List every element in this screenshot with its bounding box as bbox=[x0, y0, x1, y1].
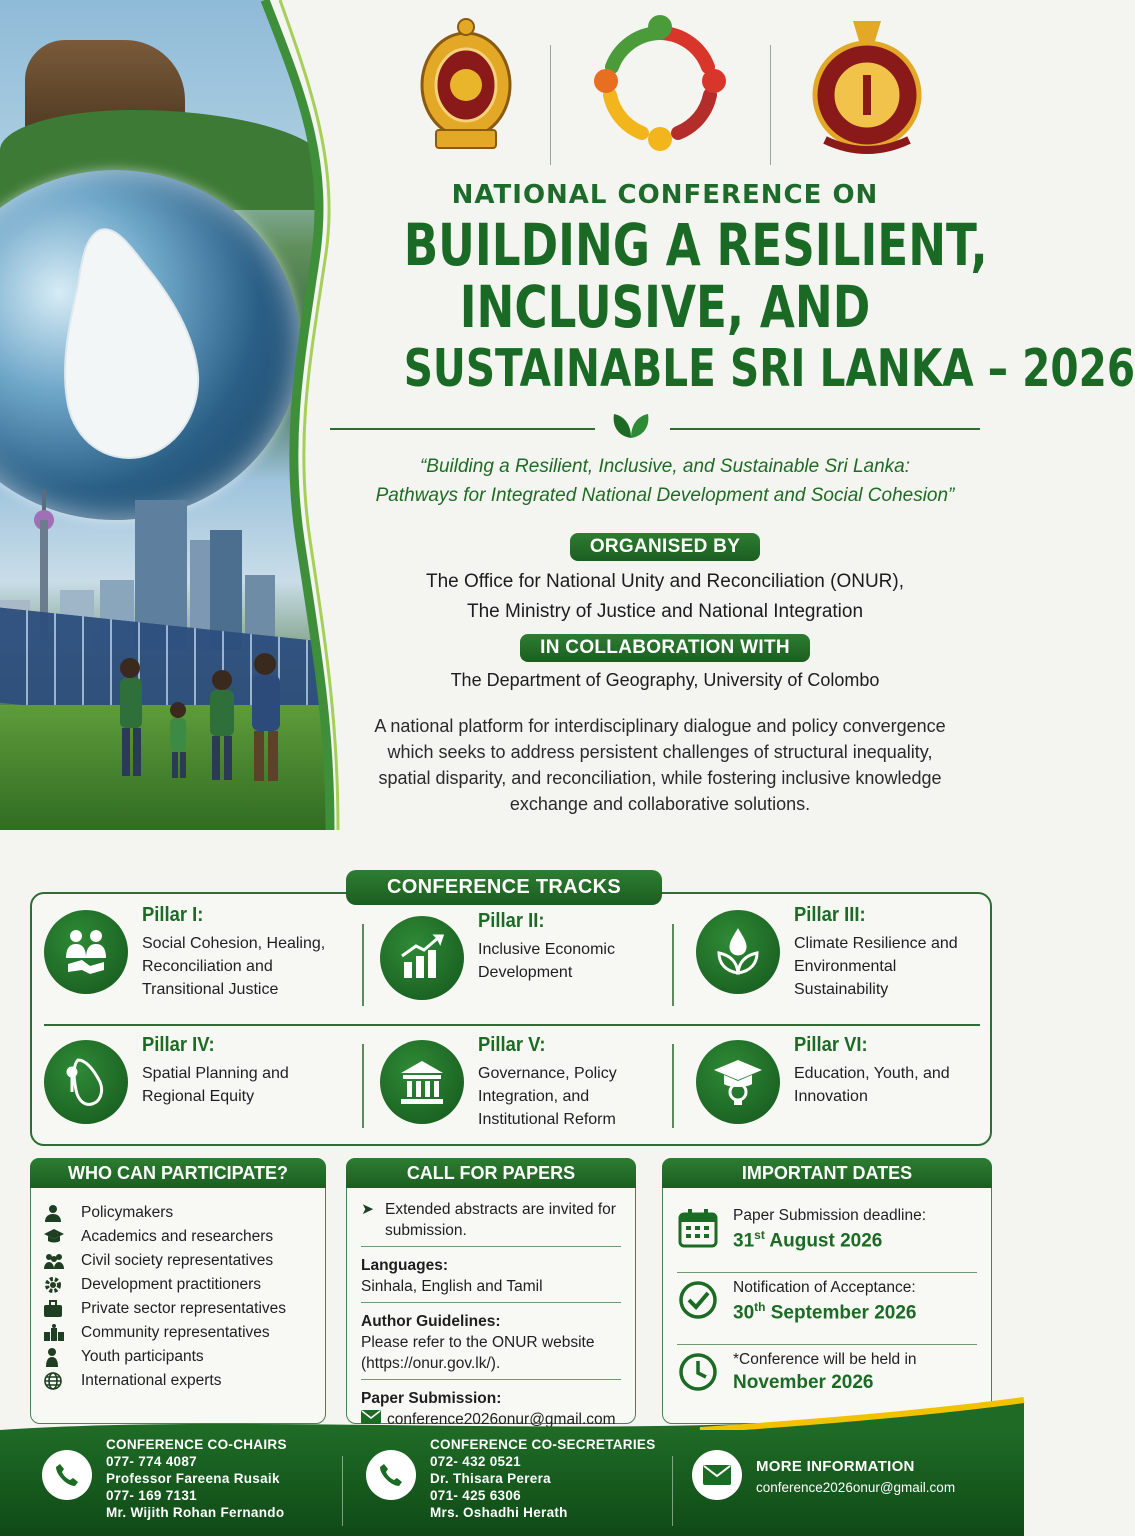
track-divider bbox=[672, 924, 674, 1006]
clock-icon bbox=[677, 1351, 719, 1393]
list-item: Academics and researchers bbox=[43, 1225, 286, 1249]
graduation-bulb-icon bbox=[696, 1040, 780, 1124]
footer-divider bbox=[672, 1456, 673, 1526]
hero-illustration bbox=[0, 0, 330, 830]
pillar-description: Inclusive Economic Development bbox=[478, 941, 615, 981]
collaboration-badge: IN COLLABORATION WITH bbox=[520, 634, 810, 662]
track-divider bbox=[672, 1044, 674, 1128]
abstracts-section bbox=[361, 1199, 621, 1247]
guidelines-label: Author Guidelines: bbox=[361, 1313, 501, 1330]
track-divider bbox=[362, 924, 364, 1006]
growth-chart-icon bbox=[380, 916, 464, 1000]
co-secretary-name: Dr. Thisara Perera bbox=[430, 1471, 551, 1486]
conference-pretitle: NATIONAL CONFERENCE ON bbox=[451, 180, 879, 210]
family-figures bbox=[100, 650, 300, 790]
envelope-icon bbox=[692, 1450, 742, 1500]
tracks-badge: CONFERENCE TRACKS bbox=[346, 870, 662, 905]
participant-list bbox=[43, 1201, 286, 1393]
organiser-line-2: The Ministry of Justice and National Integration bbox=[466, 601, 864, 622]
globe-icon bbox=[43, 1371, 69, 1391]
collaborator-name: The Department of Geography, University of Colombo bbox=[450, 670, 880, 690]
date-value: 31st August 2026 bbox=[733, 1228, 883, 1252]
organiser-names bbox=[330, 567, 1000, 627]
conference-description: A national platform for interdisciplinary dialogue and policy convergence which seeks to address persistent challenges of structural inequality, spatial disparity, and reconciliation, while fostering inclusive knowledge exchange and collaborative solutions. bbox=[374, 716, 946, 814]
government-building-icon bbox=[380, 1040, 464, 1124]
title-line-2: INCLUSIVE, AND bbox=[459, 273, 871, 341]
pillar-title: Pillar II: bbox=[478, 910, 545, 932]
community-icon bbox=[43, 1323, 69, 1343]
date-row bbox=[677, 1273, 977, 1345]
arrow-right-icon: ➤ bbox=[361, 1201, 374, 1218]
pillar-description: Education, Youth, and Innovation bbox=[794, 1065, 950, 1105]
co-secretary-phone[interactable]: 071- 425 6306 bbox=[430, 1488, 521, 1503]
languages-value: Sinhala, English and Tamil bbox=[361, 1278, 543, 1295]
title-line-3: SUSTAINABLE SRI LANKA – 2026 bbox=[403, 339, 1135, 399]
more-info-heading: MORE INFORMATION bbox=[756, 1458, 915, 1475]
youth-icon bbox=[43, 1347, 69, 1367]
briefcase-icon bbox=[43, 1299, 69, 1319]
leaf-icon bbox=[610, 410, 652, 440]
co-secretary-name: Mrs. Oshadhi Herath bbox=[430, 1505, 568, 1520]
onur-ring-logo-icon bbox=[590, 15, 730, 155]
organised-by-badge: ORGANISED BY bbox=[570, 533, 760, 561]
handshake-people-icon bbox=[44, 910, 128, 994]
more-info-text bbox=[756, 1458, 955, 1496]
calendar-icon bbox=[677, 1207, 719, 1249]
pillar-description: Spatial Planning and Regional Equity bbox=[142, 1065, 289, 1105]
pillar-description: Governance, Policy Integration, and Institutional Reform bbox=[478, 1065, 617, 1128]
date-label: *Conference will be held in bbox=[733, 1351, 917, 1368]
sri-lanka-emblem-icon bbox=[418, 15, 514, 155]
organised-by-section bbox=[330, 533, 1000, 627]
person-icon bbox=[43, 1203, 69, 1223]
check-circle-icon bbox=[677, 1279, 719, 1321]
pillar-description: Climate Resilience and Environmental Sustainability bbox=[794, 935, 958, 998]
pillar-title: Pillar IV: bbox=[142, 1034, 215, 1056]
conference-tracks bbox=[30, 892, 992, 1146]
organiser-line-1: The Office for National Unity and Reconciliation (ONUR), bbox=[425, 571, 904, 592]
submission-label: Paper Submission: bbox=[361, 1390, 502, 1407]
tracks-heading bbox=[346, 870, 662, 905]
theme-line-1: “Building a Resilient, Inclusive, and Sustainable Sri Lanka: bbox=[419, 456, 911, 477]
co-secretaries-text bbox=[430, 1436, 656, 1521]
call-for-papers-heading: CALL FOR PAPERS bbox=[346, 1158, 636, 1188]
date-value: 30th September 2026 bbox=[733, 1300, 917, 1324]
date-value: November 2026 bbox=[733, 1372, 874, 1393]
pillar-title: Pillar VI: bbox=[794, 1034, 868, 1056]
water-leaf-icon bbox=[696, 910, 780, 994]
list-item: Private sector representatives bbox=[43, 1297, 286, 1321]
grad-cap-icon bbox=[43, 1227, 69, 1247]
title-block bbox=[330, 180, 1135, 400]
group-icon bbox=[43, 1251, 69, 1271]
co-chair-phone[interactable]: 077- 169 7131 bbox=[106, 1488, 197, 1503]
co-chair-name: Professor Fareena Rusaik bbox=[106, 1471, 280, 1486]
conference-title bbox=[403, 211, 1135, 400]
guidelines-value: Please refer to the ONUR website (https://onur.gov.lk/). bbox=[361, 1334, 595, 1372]
date-row bbox=[677, 1201, 977, 1273]
sri-lanka-map-icon bbox=[60, 225, 210, 465]
phone-icon bbox=[42, 1450, 92, 1500]
co-chair-phone[interactable]: 077- 774 4087 bbox=[106, 1454, 197, 1469]
co-chair-name: Mr. Wijith Rohan Fernando bbox=[106, 1505, 285, 1520]
list-item: Policymakers bbox=[43, 1201, 286, 1225]
list-item: International experts bbox=[43, 1369, 286, 1393]
important-dates-box bbox=[662, 1158, 992, 1424]
participate-box bbox=[30, 1158, 326, 1424]
logo-divider bbox=[770, 45, 771, 165]
languages-section bbox=[361, 1255, 621, 1303]
participate-heading: WHO CAN PARTICIPATE? bbox=[30, 1158, 326, 1188]
pillar-title: Pillar V: bbox=[478, 1034, 546, 1056]
submission-email-link[interactable]: conference2026onur@gmail.com bbox=[387, 1411, 616, 1428]
gear-icon bbox=[43, 1275, 69, 1295]
abstracts-text: Extended abstracts are invited for submission. bbox=[385, 1201, 616, 1239]
co-secretaries-heading: CONFERENCE CO-SECRETARIES bbox=[430, 1437, 656, 1452]
divider-line-right bbox=[670, 428, 980, 430]
list-item: Development practitioners bbox=[43, 1273, 286, 1297]
phone-icon bbox=[366, 1450, 416, 1500]
pillar-description: Social Cohesion, Healing, Reconciliation and Transitional Justice bbox=[142, 935, 326, 998]
divider-line-left bbox=[330, 428, 595, 430]
date-label: Paper Submission deadline: bbox=[733, 1207, 927, 1224]
track-row-divider bbox=[44, 1024, 980, 1026]
co-chairs-text bbox=[106, 1436, 287, 1521]
logo-divider bbox=[550, 45, 551, 165]
more-info-email-link[interactable]: conference2026onur@gmail.com bbox=[756, 1480, 956, 1495]
pillar-title: Pillar I: bbox=[142, 904, 204, 926]
call-for-papers-box bbox=[346, 1158, 636, 1428]
collaboration-section bbox=[330, 634, 1000, 691]
logo-bar bbox=[410, 15, 940, 160]
list-item: Civil society representatives bbox=[43, 1249, 286, 1273]
list-item: Youth participants bbox=[43, 1345, 286, 1369]
guidelines-section bbox=[361, 1311, 621, 1380]
co-secretary-phone[interactable]: 072- 432 0521 bbox=[430, 1454, 521, 1469]
theme-line-2: Pathways for Integrated National Development and Social Cohesion” bbox=[375, 485, 955, 506]
pillar-title: Pillar III: bbox=[794, 904, 866, 926]
dates-list bbox=[677, 1201, 977, 1417]
languages-label: Languages: bbox=[361, 1257, 448, 1274]
title-line-1: BUILDING A RESILIENT, bbox=[403, 211, 988, 279]
date-label: Notification of Acceptance: bbox=[733, 1279, 916, 1296]
co-chairs-heading: CONFERENCE CO-CHAIRS bbox=[106, 1437, 287, 1452]
track-divider bbox=[362, 1044, 364, 1128]
conference-theme bbox=[330, 452, 1000, 510]
title-divider bbox=[330, 410, 980, 440]
university-crest-icon bbox=[805, 15, 930, 155]
map-pin-icon bbox=[44, 1040, 128, 1124]
important-dates-heading: IMPORTANT DATES bbox=[662, 1158, 992, 1188]
footer-divider bbox=[342, 1456, 343, 1526]
list-item: Community representatives bbox=[43, 1321, 286, 1345]
